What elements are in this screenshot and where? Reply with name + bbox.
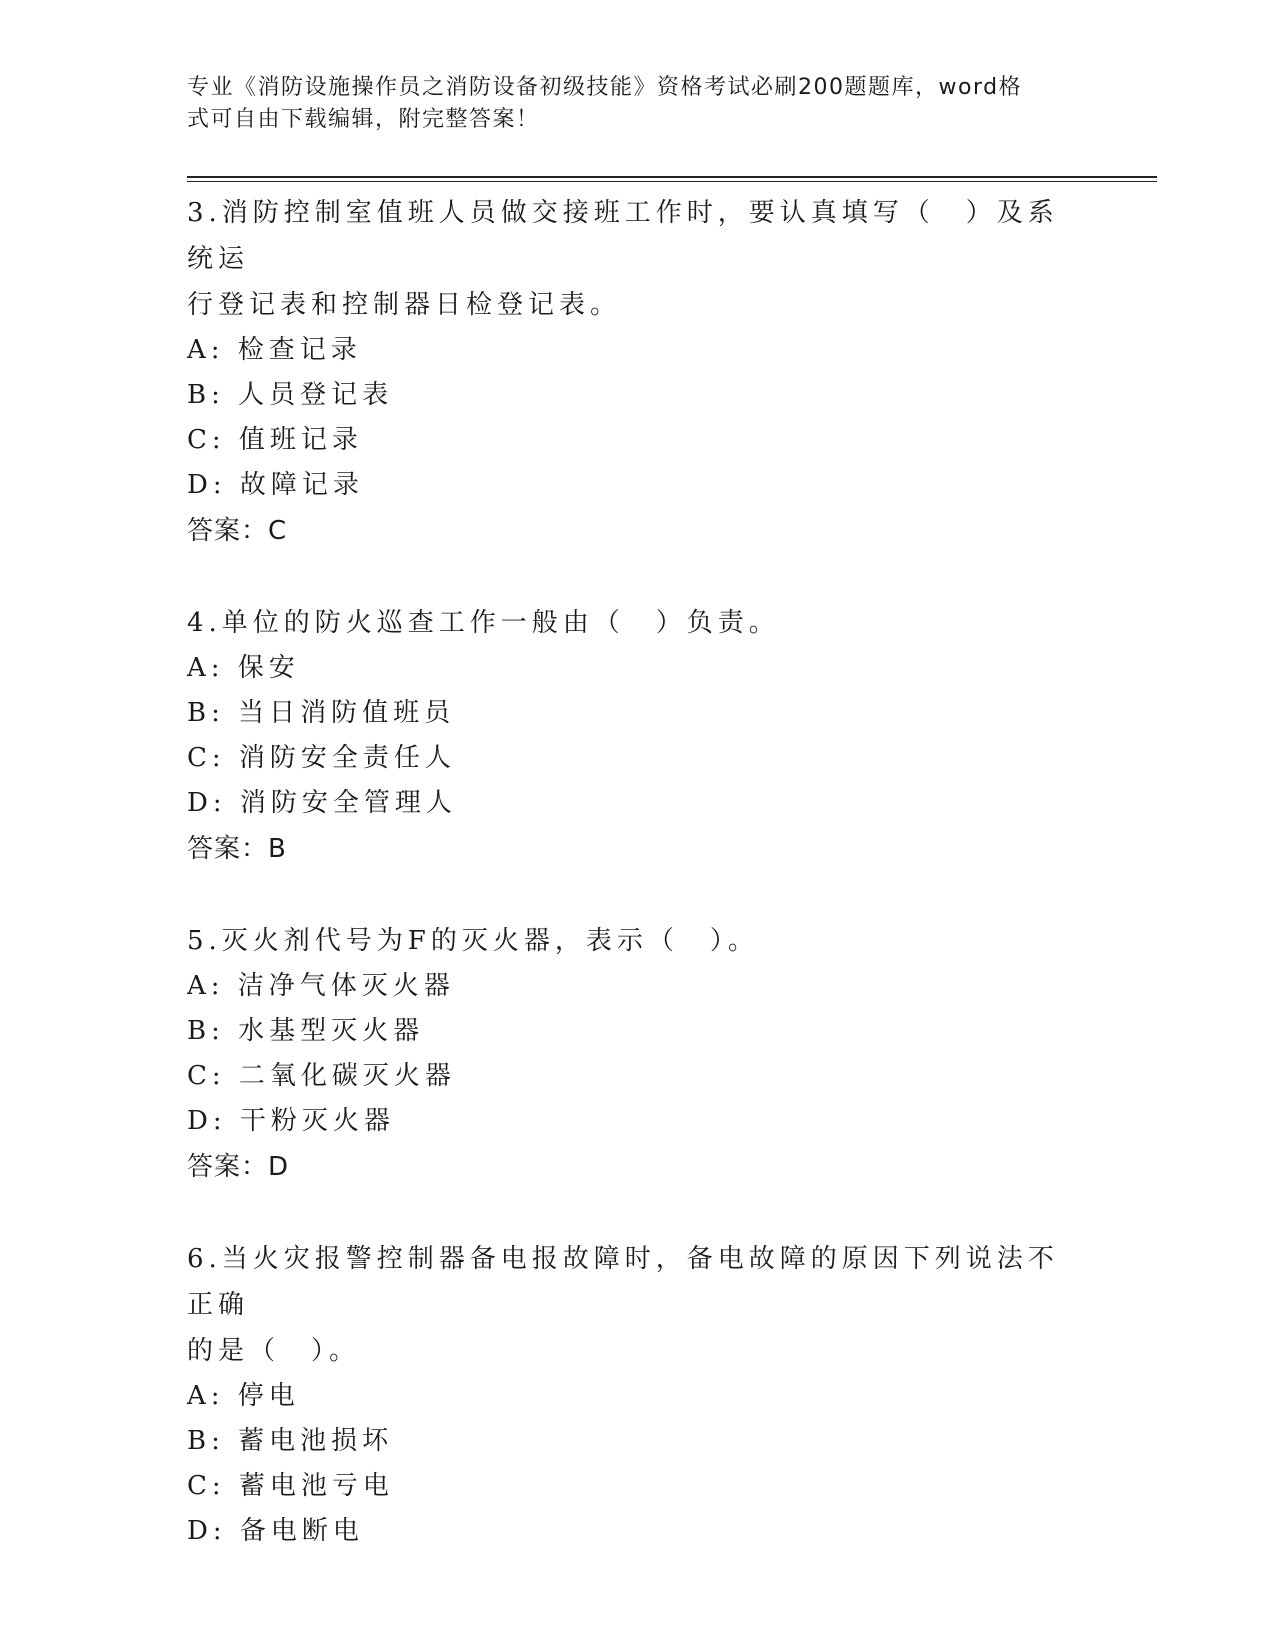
answer: 答案：B: [187, 834, 287, 864]
question-stem: 4.单位的防火巡查工作一般由（ ）负责。: [187, 608, 780, 638]
question-5: [187, 918, 1087, 1190]
question-stem: 6.当火灾报警控制器备电报故障时，备电故障的原因下列说法不正确: [187, 1244, 1059, 1320]
answer: 答案：C: [187, 516, 288, 546]
header-line-2: 式可自由下载编辑，附完整答案！: [187, 107, 540, 132]
option-a: A: 保安: [187, 653, 300, 683]
question-stem: 3.消防控制室值班人员做交接班工作时，要认真填写（ ）及系统运: [187, 198, 1059, 274]
option-d: D: 备电断电: [187, 1516, 364, 1546]
option-b: B: 人员登记表: [187, 380, 394, 410]
option-a: A: 洁净气体灭火器: [187, 971, 455, 1001]
option-b: B: 蓄电池损坏: [187, 1426, 394, 1456]
question-4: [187, 600, 1087, 872]
option-b: B: 水基型灭火器: [187, 1016, 425, 1046]
question-stem: 5.灭火剂代号为F的灭火器，表示（ ）。: [187, 926, 759, 956]
header-divider-thick: [187, 176, 1157, 178]
question-stem-continued: 行登记表和控制器日检登记表。: [187, 290, 622, 320]
option-d: D: 故障记录: [187, 470, 364, 500]
question-6: [187, 1236, 1087, 1554]
option-d: D: 消防安全管理人: [187, 788, 457, 818]
option-d: D: 干粉灭火器: [187, 1106, 395, 1136]
option-c: C: 消防安全责任人: [187, 743, 456, 773]
question-3: [187, 190, 1087, 554]
question-stem-continued: 的是（ ）。: [187, 1336, 361, 1366]
question-list: [187, 190, 1087, 1600]
option-a: A: 检查记录: [187, 335, 362, 365]
document-header: [187, 72, 1067, 136]
header-line-1: 专业《消防设施操作员之消防设备初级技能》资格考试必刷200题题库，word格: [187, 75, 1023, 100]
option-a: A: 停电: [187, 1381, 300, 1411]
header-divider-thin: [187, 181, 1157, 182]
option-b: B: 当日消防值班员: [187, 698, 456, 728]
answer: 答案：D: [187, 1152, 290, 1182]
option-c: C: 蓄电池亏电: [187, 1471, 394, 1501]
option-c: C: 二氧化碳灭火器: [187, 1061, 456, 1091]
option-c: C: 值班记录: [187, 425, 363, 455]
